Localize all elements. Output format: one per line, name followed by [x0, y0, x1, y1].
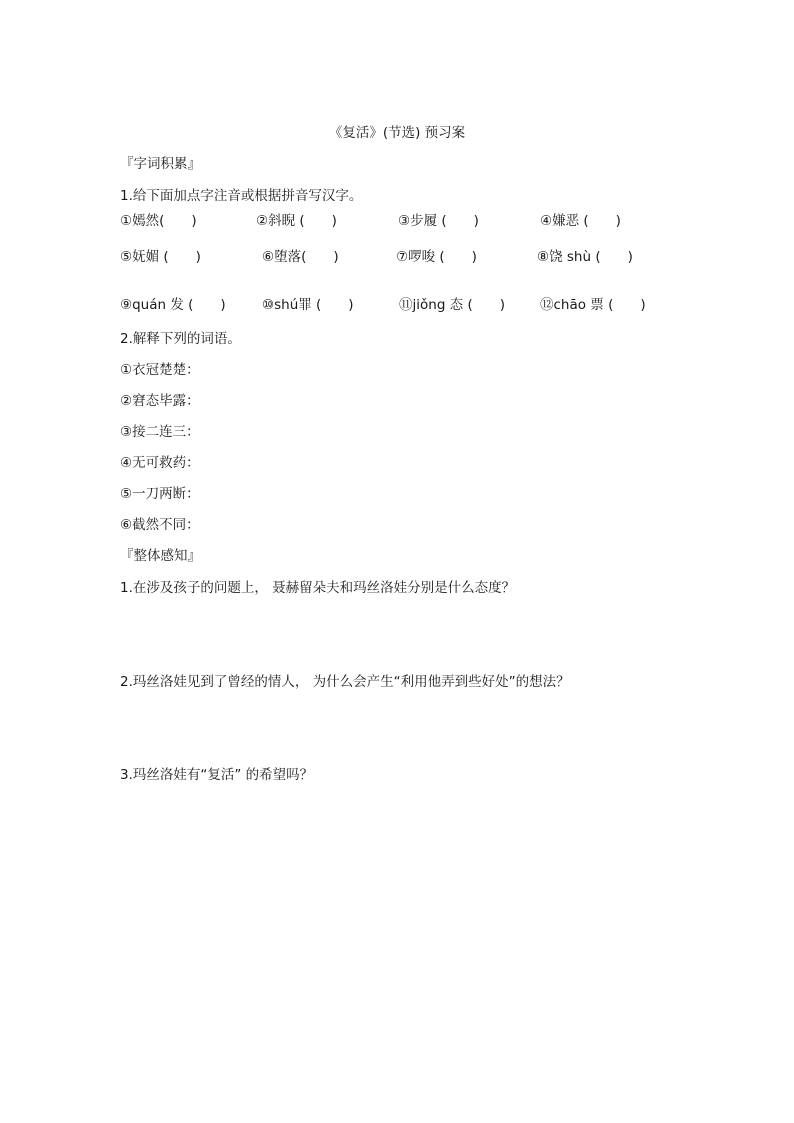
term-item-3: ③接二连三：: [120, 424, 200, 440]
pinyin-item-9: ⑨quán 发 ( ): [120, 297, 226, 313]
question-2-prompt: 2.解释下列的词语。: [120, 331, 241, 347]
section-heading-overall: 『整体感知』: [120, 548, 201, 564]
term-item-4: ④无可救药：: [120, 455, 200, 471]
pinyin-item-10: ⑩shú罪 ( ): [262, 297, 354, 313]
overall-question-3: 3.玛丝洛娃有“复活” 的希望吗？: [120, 767, 314, 783]
pinyin-item-3: ③步履 ( ): [398, 213, 479, 229]
pinyin-item-7: ⑦啰唆 ( ): [396, 249, 477, 265]
overall-question-1: 1.在涉及孩子的问题上， 聂赫留朵夫和玛丝洛娃分别是什么态度？: [120, 580, 516, 596]
term-item-6: ⑥截然不同：: [120, 517, 200, 533]
pinyin-item-2: ②斜睨 ( ): [256, 213, 337, 229]
term-item-2: ②窘态毕露：: [120, 393, 200, 409]
pinyin-item-4: ④嫌恶 ( ): [540, 213, 621, 229]
pinyin-item-11: ⑪jiǒng 态 ( ): [399, 297, 506, 313]
page-title: 《复活》(节选) 预习案: [328, 125, 466, 141]
pinyin-item-6: ⑥堕落( ): [262, 249, 339, 265]
term-item-5: ⑤一刀两断：: [120, 486, 200, 502]
question-1-prompt: 1.给下面加点字注音或根据拼音写汉字。: [120, 188, 363, 204]
section-heading-vocabulary: 『字词积累』: [120, 156, 201, 172]
term-item-1: ①衣冠楚楚：: [120, 362, 200, 378]
overall-question-2: 2.玛丝洛娃见到了曾经的情人， 为什么会产生“利用他弄到些好处”的想法？: [120, 674, 570, 690]
pinyin-item-5: ⑤妩媚 ( ): [120, 249, 201, 265]
pinyin-item-8: ⑧饶 shù ( ): [537, 249, 633, 265]
pinyin-item-12: ⑫chāo 票 ( ): [540, 297, 646, 313]
pinyin-item-1: ①嫣然( ): [120, 213, 197, 229]
